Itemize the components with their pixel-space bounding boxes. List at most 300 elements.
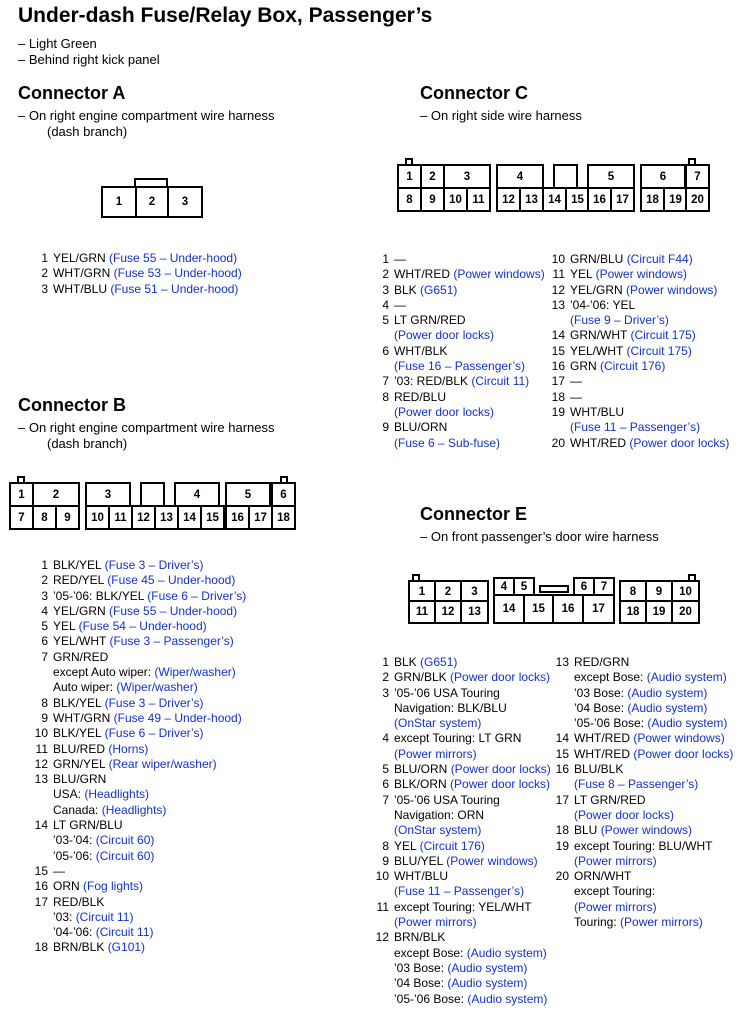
connector-b-pin-row [23, 803, 353, 818]
connector-e-pin-number: 18 [555, 823, 569, 838]
connector-c-pin-number: 1 [382, 252, 389, 266]
connector-e-pin-text [394, 670, 559, 685]
connector-b-cell: 4 [174, 482, 220, 507]
connector-b-circuit-label: (Fuse 3 – Driver’s) [104, 695, 204, 710]
connector-e-pin-number [544, 900, 574, 915]
connector-c-pin-row [540, 283, 749, 298]
connector-c-pin-number [540, 420, 570, 435]
connector-e-cell: 1 [408, 580, 436, 604]
connector-a-pin-number: 1 [41, 251, 48, 265]
connector-e-pin-number [364, 808, 394, 823]
connector-b-wire-label: — [53, 863, 65, 878]
connector-c-pin-number: 13 [551, 297, 565, 312]
connector-b-pin-list [23, 558, 353, 956]
connector-c-pin-row [364, 359, 554, 374]
connector-b-pin-text [53, 849, 353, 864]
connector-e-wire-label: ’04 Bose: [394, 976, 448, 991]
connector-c-cell: 12 [496, 187, 521, 212]
connector-b-wire-label: Canada: [53, 802, 102, 817]
connector-c-cell: 11 [466, 187, 491, 212]
connector-e-pin-row [364, 762, 559, 777]
connector-c-pin-row [540, 390, 749, 405]
connector-b-pin-row [23, 634, 353, 649]
connector-c-cell: 9 [420, 187, 445, 212]
connector-b-pin-number [23, 910, 53, 925]
connector-e-pin-row [544, 793, 749, 808]
connector-b-pin-text [53, 879, 353, 894]
connector-c-cell: 15 [565, 187, 590, 212]
connector-c-pin-row [540, 359, 749, 374]
connector-e-pin-text [394, 777, 559, 792]
connector-e-cell: 11 [408, 600, 436, 624]
connector-a-pin-text [53, 251, 323, 266]
connector-c-pin-row [364, 267, 554, 282]
connector-b-circuit-label: (Fuse 6 – Driver’s) [147, 588, 247, 603]
connector-c-pin-text [394, 283, 554, 298]
connector-b-pin-row [23, 879, 353, 894]
connector-e-circuit-label: (Power mirrors) [394, 746, 477, 761]
connector-c-pin-number: 11 [552, 267, 565, 282]
connector-e-pin-text [394, 930, 559, 945]
connector-c-circuit-label: (Fuse 9 – Driver’s) [570, 313, 669, 328]
connector-e-pin-number [364, 976, 394, 991]
connector-e-pin-row [364, 915, 559, 930]
connector-b-location: – On right engine compartment wire harness (dash branch) [18, 420, 275, 451]
connector-c-pin-number: 17 [551, 374, 565, 389]
connector-b-pin-row [23, 573, 353, 588]
connector-b-pin-number [23, 849, 53, 864]
connector-e-pin-text [574, 854, 749, 869]
connector-e-pin-number [544, 686, 574, 701]
connector-e-circuit-label: (Audio system) [627, 700, 708, 715]
connector-c-pin-number: 18 [551, 389, 565, 404]
connector-b-wire-label: YEL/WHT [53, 634, 110, 649]
connector-e-pin-number [544, 777, 574, 792]
connector-c-wire-label: — [394, 252, 406, 266]
connector-b-cell: 16 [225, 505, 250, 530]
connector-c-pin-text [570, 313, 749, 328]
connector-e-pin-number [544, 808, 574, 823]
connector-e-pin-list-right [544, 655, 749, 930]
connector-e-cell: 14 [493, 594, 525, 624]
connector-c-cell: 17 [610, 187, 635, 212]
connector-b-cell: 7 [9, 505, 34, 530]
connector-e-pin-number [364, 701, 394, 716]
connector-e-pin-row [544, 884, 749, 899]
connector-b-cell: 5 [225, 482, 271, 507]
connector-e-wire-label: BRN/BLK [394, 930, 446, 945]
connector-e-wire-label: Navigation: ORN [394, 807, 485, 822]
connector-c-pin-row [540, 420, 749, 435]
connector-b-pin-text [53, 772, 353, 787]
connector-b-cell: 9 [55, 505, 80, 530]
connector-b-pin-text [53, 925, 353, 940]
connector-a-cell: 3 [167, 186, 203, 218]
connector-b-pin-text [53, 940, 353, 955]
connector-b-pin-number: 12 [34, 756, 48, 771]
connector-c-pin-number: 19 [551, 404, 565, 419]
connector-b-cell: 17 [248, 505, 273, 530]
connector-e-pin-row [544, 762, 749, 777]
connector-c-circuit-label: (Fuse 6 – Sub-fuse) [394, 435, 501, 450]
connector-e-wire-label: ’05-’06 USA Touring [394, 685, 500, 700]
connector-e-pin-row [544, 854, 749, 869]
connector-c-pin-text [394, 359, 554, 374]
connector-b-pin-number: 5 [41, 619, 48, 634]
connector-e-cell: 18 [619, 600, 647, 624]
connector-c-wire-label: — [570, 389, 582, 404]
connector-e-pin-text [394, 900, 559, 915]
connector-e-pin-row [364, 808, 559, 823]
connector-e-circuit-label: (G651) [420, 655, 458, 669]
connector-b-pin-row [23, 711, 353, 726]
connector-b-pin-row [23, 864, 353, 879]
connector-b-wire-label: except Auto wiper: [53, 665, 155, 680]
connector-c-wire-label: WHT/BLK [394, 343, 448, 358]
connector-c-pin-row [540, 298, 749, 313]
connector-e-pin-number: 16 [555, 762, 569, 777]
connector-e-pin-row [364, 731, 559, 746]
connector-c-wire-label: RED/BLU [394, 389, 447, 404]
connector-e-cell: 13 [460, 600, 489, 624]
connector-e-pin-row [544, 747, 749, 762]
connector-c-wire-label: BLK [394, 282, 421, 297]
connector-c-pin-text [394, 328, 554, 343]
connector-e-pin-text [394, 686, 559, 701]
connector-c-pin-row [364, 420, 554, 435]
connector-b-pin-text [53, 680, 353, 695]
connector-e-wire-label: RED/GRN [574, 655, 630, 669]
connector-e-pin-text [394, 839, 559, 854]
connector-c-pin-row [540, 328, 749, 343]
connector-b-pin-row [23, 818, 353, 833]
connector-b-pin-number [23, 680, 53, 695]
connector-c-pin-number: 14 [551, 328, 565, 343]
connector-c-pin-text [394, 390, 554, 405]
connector-e-wire-label: BLU [574, 823, 601, 838]
connector-e-circuit-label: (Audio system) [647, 716, 728, 731]
connector-e-pin-row [544, 900, 749, 915]
connector-c-pin-number: 7 [382, 374, 389, 389]
connector-e-cell: 16 [552, 594, 584, 624]
connector-e-pin-number: 10 [375, 869, 389, 884]
connector-b-circuit-label: (Rear wiper/washer) [108, 756, 217, 771]
connector-b-pin-row [23, 757, 353, 772]
connector-e-pin-number: 11 [376, 899, 389, 914]
connector-b-pin-number [23, 665, 53, 680]
connector-e-circuit-label: (OnStar system) [394, 716, 482, 731]
connector-e-pin-text [574, 823, 749, 838]
connector-e-pin-number: 9 [382, 853, 389, 868]
connector-b-pin-text [53, 650, 353, 665]
connector-b-pin-text [53, 573, 353, 588]
connector-b-pin-text [53, 910, 353, 925]
connector-e-pin-row [364, 686, 559, 701]
connector-c-pin-number: 4 [382, 297, 389, 312]
connector-c-circuit-label: (Circuit 176) [600, 359, 666, 374]
connector-c-wire-label: WHT/RED [570, 435, 630, 450]
connector-b-wire-label: BLK/YEL [53, 695, 105, 710]
connector-b-circuit-label: (Fuse 3 – Driver’s) [104, 558, 204, 572]
connector-e-pin-number [364, 716, 394, 731]
connector-b-pin-text [53, 726, 353, 741]
connector-e-pin-text [574, 777, 749, 792]
connector-e-pin-row [364, 747, 559, 762]
color-note: – Light Green [18, 36, 97, 51]
connector-e-pin-text [394, 716, 559, 731]
connector-b-pin-text [53, 895, 353, 910]
connector-c-circuit-label: (G651) [420, 282, 458, 297]
connector-b-pin-number: 6 [41, 634, 48, 649]
connector-e-wire-label: LT GRN/RED [574, 792, 646, 807]
connector-b-wire-label: BLK/YEL [53, 726, 105, 741]
connector-c-pin-number [364, 405, 394, 420]
connector-c-pin-text [570, 359, 749, 374]
connector-c-pin-row [540, 313, 749, 328]
connector-e-pin-text [394, 793, 559, 808]
connector-e-wire-label: except Touring: YEL/WHT [394, 899, 532, 914]
connector-e-wire-label: ORN/WHT [574, 869, 632, 884]
connector-c-cell: 20 [685, 187, 710, 212]
connector-e-pin-text [394, 884, 559, 899]
connector-c-title: Connector C [420, 83, 528, 103]
connector-c-circuit-label: (Power door locks) [394, 404, 495, 419]
connector-c-pin-row [540, 267, 749, 282]
connector-c-pin-text [570, 436, 749, 451]
connector-b-pin-number: 2 [41, 573, 48, 588]
connector-b-wire-label: ORN [53, 879, 83, 894]
connector-b-pin-row [23, 665, 353, 680]
connector-c-pin-text [394, 374, 554, 389]
connector-c-circuit-label: (Fuse 11 – Passenger’s) [570, 420, 701, 435]
connector-b-pin-number: 13 [34, 772, 48, 787]
connector-e-pin-row [544, 731, 749, 746]
connector-e-pin-row [544, 686, 749, 701]
connector-e-wire-label: WHT/RED [574, 746, 634, 761]
connector-e-pin-text [394, 992, 559, 1007]
connector-c-circuit-label: (Power door locks) [394, 328, 495, 343]
connector-e-pin-number: 13 [555, 655, 569, 669]
connector-e-pin-row [544, 655, 749, 670]
connector-b-wire-label: BLU/RED [53, 741, 109, 756]
connector-b-wire-label: BLU/GRN [53, 772, 107, 787]
connector-e-pin-row [364, 701, 559, 716]
connector-b-pin-row [23, 696, 353, 711]
connector-a-pin-number: 2 [41, 266, 48, 281]
connector-e-pin-list-left [364, 655, 559, 1007]
connector-e-pin-number [544, 884, 574, 899]
connector-b-circuit-label: (Headlights) [84, 787, 150, 802]
connector-b-diagram [9, 476, 297, 530]
connector-b-wire-label: USA: [53, 787, 85, 802]
connector-e-wire-label: ’05-’06 USA Touring [394, 792, 500, 807]
connector-e-wire-label: BLK [394, 655, 421, 669]
connector-e-pin-row [364, 716, 559, 731]
connector-b-cell: 11 [108, 505, 133, 530]
connector-e-circuit-label: (Audio system) [467, 991, 548, 1006]
connector-b-pin-text [53, 833, 353, 848]
connector-e-pin-number [364, 946, 394, 961]
connector-c-pin-text [394, 436, 554, 451]
connector-c-wire-label: WHT/RED [394, 267, 454, 282]
connector-e-pin-number [364, 915, 394, 930]
connector-b-wire-label: RED/BLK [53, 894, 105, 909]
connector-c-wire-label: — [394, 297, 406, 312]
connector-b-pin-number [23, 787, 53, 802]
connector-b-cell: 15 [200, 505, 225, 530]
connector-e-pin-text [574, 716, 749, 731]
connector-b-circuit-label: (G101) [107, 940, 146, 955]
connector-b-pin-text [53, 818, 353, 833]
connector-e-pin-row [544, 915, 749, 930]
connector-b-cell: 10 [85, 505, 110, 530]
connector-b-pin-text [53, 711, 353, 726]
connector-c-wire-label: LT GRN/RED [394, 313, 466, 328]
connector-e-pin-text [394, 823, 559, 838]
connector-b-pin-number: 7 [41, 649, 48, 664]
connector-e-pin-number: 4 [382, 731, 389, 746]
connector-c-wire-label: ’03: RED/BLK [394, 374, 472, 389]
connector-e-wire-label: BLK/ORN [394, 777, 451, 792]
connector-e-circuit-label: (Audio system) [466, 945, 547, 960]
connector-e-pin-text [574, 670, 749, 685]
connector-e-circuit-label: (Fuse 11 – Passenger’s) [394, 884, 525, 899]
connector-e-wire-label: ’03 Bose: [574, 685, 628, 700]
connector-c-pin-row [364, 283, 554, 298]
connector-e-pin-number: 12 [375, 930, 389, 945]
connector-e-pin-text [394, 961, 559, 976]
connector-b-pin-row [23, 650, 353, 665]
connector-e-pin-row [364, 961, 559, 976]
connector-c-diagram [397, 158, 710, 212]
connector-e-pin-row [364, 976, 559, 991]
connector-e-cell: 19 [645, 600, 673, 624]
connector-e-pin-row [544, 777, 749, 792]
connector-e-pin-row [364, 670, 559, 685]
connector-e-circuit-label: (Audio system) [627, 685, 708, 700]
connector-c-circuit-label: (Power windows) [453, 267, 545, 282]
connector-e-pin-row [544, 869, 749, 884]
connector-c-cell: 10 [443, 187, 468, 212]
connector-c-pin-row [364, 390, 554, 405]
connector-e-wire-label: except Touring: [574, 884, 656, 899]
connector-c-cell: 5 [587, 164, 635, 189]
connector-e-wire-label: Touring: [574, 915, 621, 930]
connector-b-pin-number: 17 [34, 894, 48, 909]
connector-c-pin-text [394, 267, 554, 282]
connector-e-circuit-label: (Power door locks) [450, 670, 551, 685]
connector-c-wire-label: GRN [570, 359, 600, 374]
connector-e-pin-number: 7 [382, 792, 389, 807]
location-note: – Behind right kick panel [18, 52, 160, 67]
connector-a-pin-row [23, 251, 323, 266]
connector-c-pin-number: 10 [551, 252, 565, 266]
connector-b-wire-label: LT GRN/BLU [53, 818, 123, 833]
connector-c-pin-row [364, 313, 554, 328]
connector-b-pin-row [23, 849, 353, 864]
connector-c-wire-label: YEL/WHT [570, 343, 627, 358]
connector-c-pin-row [540, 405, 749, 420]
connector-c-wire-label: WHT/BLU [570, 404, 624, 419]
connector-e-pin-text [394, 869, 559, 884]
connector-c-pin-text [394, 298, 554, 313]
connector-e-pin-text [574, 762, 749, 777]
connector-e-pin-number [544, 670, 574, 685]
connector-e-cell: 20 [671, 600, 700, 624]
connector-c-cell: 1 [397, 164, 422, 189]
connector-a-pin-row [23, 282, 323, 297]
connector-e-pin-text [394, 701, 559, 716]
connector-e-circuit-label: (Circuit 176) [419, 838, 485, 853]
connector-a-wire-label: WHT/GRN [53, 266, 114, 281]
connector-e-wire-label: except Bose: [394, 945, 467, 960]
connector-b-wire-label: WHT/GRN [53, 710, 114, 725]
connector-b-circuit-label: (Fuse 49 – Under-hood) [113, 710, 242, 725]
connector-c-wire-label: GRN/WHT [570, 328, 631, 343]
connector-e-pin-text [394, 976, 559, 991]
connector-c-pin-text [394, 252, 554, 267]
connector-e-wire-label: BLU/YEL [394, 853, 447, 868]
connector-c-pin-number [364, 436, 394, 451]
connector-c-cell: 4 [496, 164, 544, 189]
connector-c-wire-label: BLU/ORN [394, 420, 448, 435]
connector-c-pin-number: 3 [382, 282, 389, 297]
connector-a-pin-row [23, 266, 323, 281]
connector-c-pin-text [570, 405, 749, 420]
connector-e-pin-text [574, 839, 749, 854]
connector-e-pin-text [574, 900, 749, 915]
connector-b-pin-row [23, 925, 353, 940]
connector-b-wire-label: BLK/YEL [53, 558, 105, 572]
connector-a-pin-list [23, 251, 323, 297]
connector-c-pin-number: 12 [551, 282, 565, 297]
connector-e-pin-text [574, 731, 749, 746]
connector-b-pin-number: 18 [34, 940, 48, 955]
connector-c-pin-number: 16 [551, 359, 565, 374]
connector-c-wire-label: YEL/GRN [570, 282, 627, 297]
connector-c-pin-row [364, 436, 554, 451]
connector-e-cell: 8 [619, 580, 647, 604]
connector-b-pin-text [53, 757, 353, 772]
connector-b-cell: 1 [9, 482, 34, 507]
connector-b-pin-number: 8 [41, 695, 48, 710]
connector-e-pin-number: 14 [555, 731, 569, 746]
connector-b-circuit-label: (Horns) [108, 741, 149, 756]
connector-e-wire-label: WHT/BLU [394, 869, 448, 884]
connector-c-pin-row [364, 252, 554, 267]
connector-e-pin-row [364, 854, 559, 869]
connector-c-pin-text [570, 283, 749, 298]
connector-c-pin-text [394, 313, 554, 328]
connector-e-wire-label: ’04 Bose: [574, 700, 628, 715]
connector-e-pin-number [364, 884, 394, 899]
connector-e-pin-text [574, 884, 749, 899]
connector-e-pin-text [394, 731, 559, 746]
connector-b-pin-row [23, 833, 353, 848]
connector-e-circuit-label: (Power door locks) [450, 777, 551, 792]
connector-b-cell: 13 [154, 505, 179, 530]
connector-e-pin-text [574, 747, 749, 762]
connector-c-cell: 7 [685, 164, 710, 189]
connector-b-pin-number: 1 [41, 558, 48, 572]
connector-c-circuit-label: (Circuit 175) [626, 343, 692, 358]
connector-e-wire-label: ’05-’06 Bose: [574, 716, 648, 731]
connector-e-wire-label: Navigation: BLK/BLU [394, 700, 507, 715]
connector-b-pin-number [23, 925, 53, 940]
connector-b-pin-number: 4 [41, 603, 48, 618]
connector-a-title: Connector A [18, 83, 126, 103]
connector-b-pin-number: 10 [34, 726, 48, 741]
